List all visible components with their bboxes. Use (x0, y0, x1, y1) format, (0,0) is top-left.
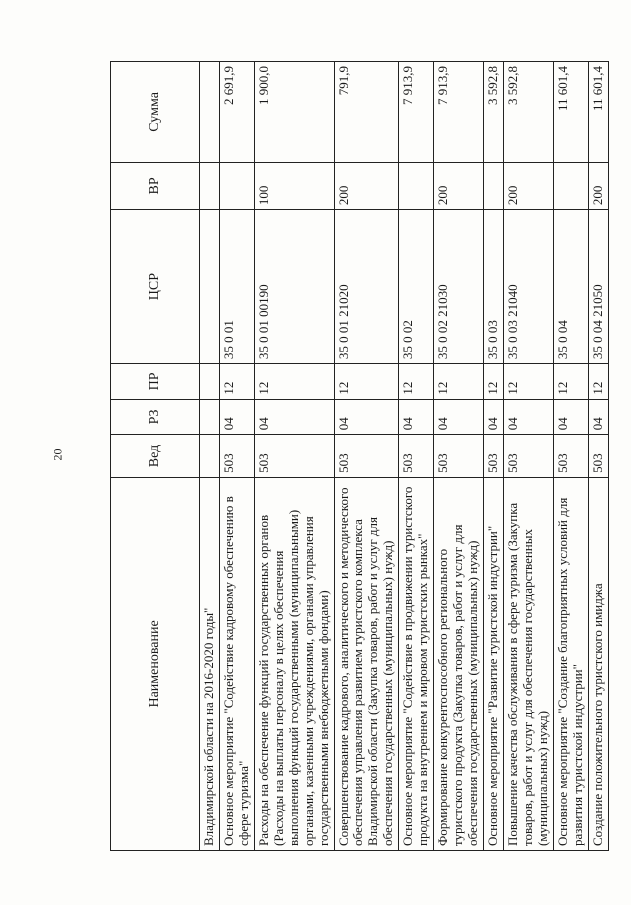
row-name: Совершенствование кадрового, аналитического и методического обеспечения управления развитием туристского комплекса Владимирской области (Закупка товаров, работ и услуг для обеспечения государственных (муниципальных) нужд) (334, 477, 399, 850)
row-vr (483, 162, 503, 209)
row-ved: 503 (434, 435, 484, 478)
header-ved: Вед (111, 435, 200, 478)
table-row (219, 62, 254, 851)
row-pr: 12 (434, 364, 484, 400)
row-rz: 04 (483, 399, 503, 435)
row-name: Основное мероприятие "Содействие кадровому обеспечению в сфере туризма" (219, 477, 254, 850)
table-row (503, 62, 553, 851)
row-ved: 503 (588, 435, 608, 478)
header-pr: ПР (111, 364, 200, 400)
table-header-row (111, 62, 200, 851)
row-pr: 12 (483, 364, 503, 400)
row-ved: 503 (553, 435, 588, 478)
row-pr (200, 364, 220, 400)
table-row (588, 62, 608, 851)
row-vr (200, 162, 220, 209)
row-name: Основное мероприятие "Развитие туристской индустрии" (483, 477, 503, 850)
row-name: Формирование конкурентоспособного регионального туристского продукта (Закупка товаров, работ и услуг для обеспечения государственных (муниципальных) нужд) (434, 477, 484, 850)
row-ved: 503 (219, 435, 254, 478)
row-vr (219, 162, 254, 209)
row-sum (200, 62, 220, 163)
row-name: Создание положительного туристского имиджа (588, 477, 608, 850)
rotated-page-content (110, 61, 605, 851)
row-rz: 04 (334, 399, 399, 435)
header-sum: Сумма (111, 62, 200, 163)
row-rz (200, 399, 220, 435)
table-row (334, 62, 399, 851)
row-pr: 12 (503, 364, 553, 400)
row-csr (200, 210, 220, 364)
row-csr: 35 0 01 00190 (254, 210, 334, 364)
row-vr (399, 162, 434, 209)
budget-table (110, 61, 609, 851)
row-ved (200, 435, 220, 478)
header-name: Наименование (111, 477, 200, 850)
row-csr: 35 0 04 21050 (588, 210, 608, 364)
row-sum: 11 601,4 (588, 62, 608, 163)
row-name: Основное мероприятие "Создание благоприятных условий для развития туристской индустрии" (553, 477, 588, 850)
row-vr: 200 (588, 162, 608, 209)
row-name: Основное мероприятие "Содействие в продвижении туристского продукта на внутреннем и мировом туристских рынках" (399, 477, 434, 850)
row-name: Владимирской области на 2016-2020 годы" (200, 477, 220, 850)
row-rz: 04 (254, 399, 334, 435)
row-pr: 12 (553, 364, 588, 400)
header-csr: ЦСР (111, 210, 200, 364)
row-pr: 12 (334, 364, 399, 400)
row-ved: 503 (334, 435, 399, 478)
row-csr: 35 0 01 (219, 210, 254, 364)
table-row (483, 62, 503, 851)
row-ved: 503 (399, 435, 434, 478)
row-sum: 7 913,9 (399, 62, 434, 163)
row-csr: 35 0 04 (553, 210, 588, 364)
row-csr: 35 0 03 21040 (503, 210, 553, 364)
row-csr: 35 0 03 (483, 210, 503, 364)
row-vr: 100 (254, 162, 334, 209)
row-vr (553, 162, 588, 209)
row-rz: 04 (503, 399, 553, 435)
row-sum: 2 691,9 (219, 62, 254, 163)
table-row (553, 62, 588, 851)
row-vr: 200 (434, 162, 484, 209)
row-rz: 04 (553, 399, 588, 435)
row-pr: 12 (254, 364, 334, 400)
row-csr: 35 0 02 (399, 210, 434, 364)
header-vr: ВР (111, 162, 200, 209)
row-sum: 11 601,4 (553, 62, 588, 163)
row-rz: 04 (399, 399, 434, 435)
row-csr: 35 0 01 21020 (334, 210, 399, 364)
row-sum: 3 592,8 (483, 62, 503, 163)
row-ved: 503 (503, 435, 553, 478)
row-vr: 200 (503, 162, 553, 209)
row-csr: 35 0 02 21030 (434, 210, 484, 364)
row-sum: 3 592,8 (503, 62, 553, 163)
row-pr: 12 (588, 364, 608, 400)
table-row (200, 62, 220, 851)
row-rz: 04 (434, 399, 484, 435)
row-sum: 7 913,9 (434, 62, 484, 163)
row-ved: 503 (483, 435, 503, 478)
row-ved: 503 (254, 435, 334, 478)
table-row (254, 62, 334, 851)
table-row (399, 62, 434, 851)
row-rz: 04 (219, 399, 254, 435)
table-row (434, 62, 484, 851)
row-sum: 1 900,0 (254, 62, 334, 163)
row-rz: 04 (588, 399, 608, 435)
row-pr: 12 (399, 364, 434, 400)
header-rz: РЗ (111, 399, 200, 435)
row-sum: 791,9 (334, 62, 399, 163)
row-name: Расходы на обеспечение функций государственных органов (Расходы на выплаты персоналу в целях обеспечения выполнения функций государственными (муниципальными) органами, казенными учреждениями, органами управления государственными внебюджетными фондами) (254, 477, 334, 850)
row-name: Повышение качества обслуживания в сфере туризма (Закупка товаров, работ и услуг для обеспечения государственных (муниципальных) нужд) (503, 477, 553, 850)
row-vr: 200 (334, 162, 399, 209)
page-number: 20 (50, 448, 65, 461)
row-pr: 12 (219, 364, 254, 400)
